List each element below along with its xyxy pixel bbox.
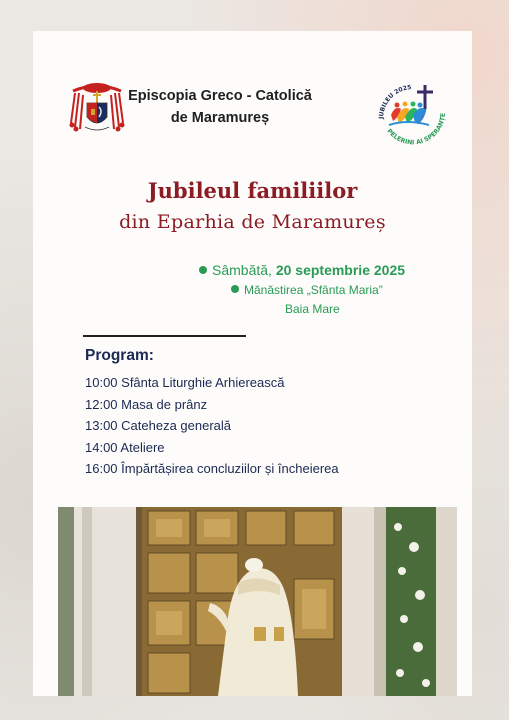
coat-of-arms-icon [67,79,127,135]
event-city: Baia Mare [285,302,340,316]
org-line-1: Episcopia Greco - Catolică [128,88,312,104]
jubilee-logo-bottom-text: PELERINI AI SPERANȚE [385,112,448,147]
holy-door-photo [58,507,457,696]
jubilee-logo-top-text: JUBILEU 2025 [377,83,412,120]
program-item: 16:00 Împărtășirea concluziilor și încheierea [85,461,339,476]
divider-line [83,335,246,337]
bullet-dot-icon [231,285,239,293]
bullet-dot-icon [199,266,207,274]
program-item: 14:00 Ateliere [85,439,165,455]
event-title: Jubileul familiilor [147,178,358,203]
org-line-2: de Maramureș [170,110,270,126]
poster-card [33,31,472,696]
event-date [199,262,405,278]
jubilee-2025-logo-icon [373,79,453,151]
event-place [231,283,383,297]
program-list [85,372,339,480]
program-item: 13:00 Cateheza generală [85,418,232,433]
program-heading: Program: [85,347,154,364]
program-item: 12:00 Masa de prânz [85,396,208,412]
event-place-name: Mănăstirea „Sfânta Maria” [244,283,383,297]
event-subtitle: din Eparhia de Maramureș [119,211,386,233]
event-day: Sâmbătă, [212,262,272,278]
organization-name [125,85,315,129]
event-date-value: 20 septembrie 2025 [275,262,406,278]
program-item: 10:00 Sfânta Liturghie Arhierească [85,375,285,390]
